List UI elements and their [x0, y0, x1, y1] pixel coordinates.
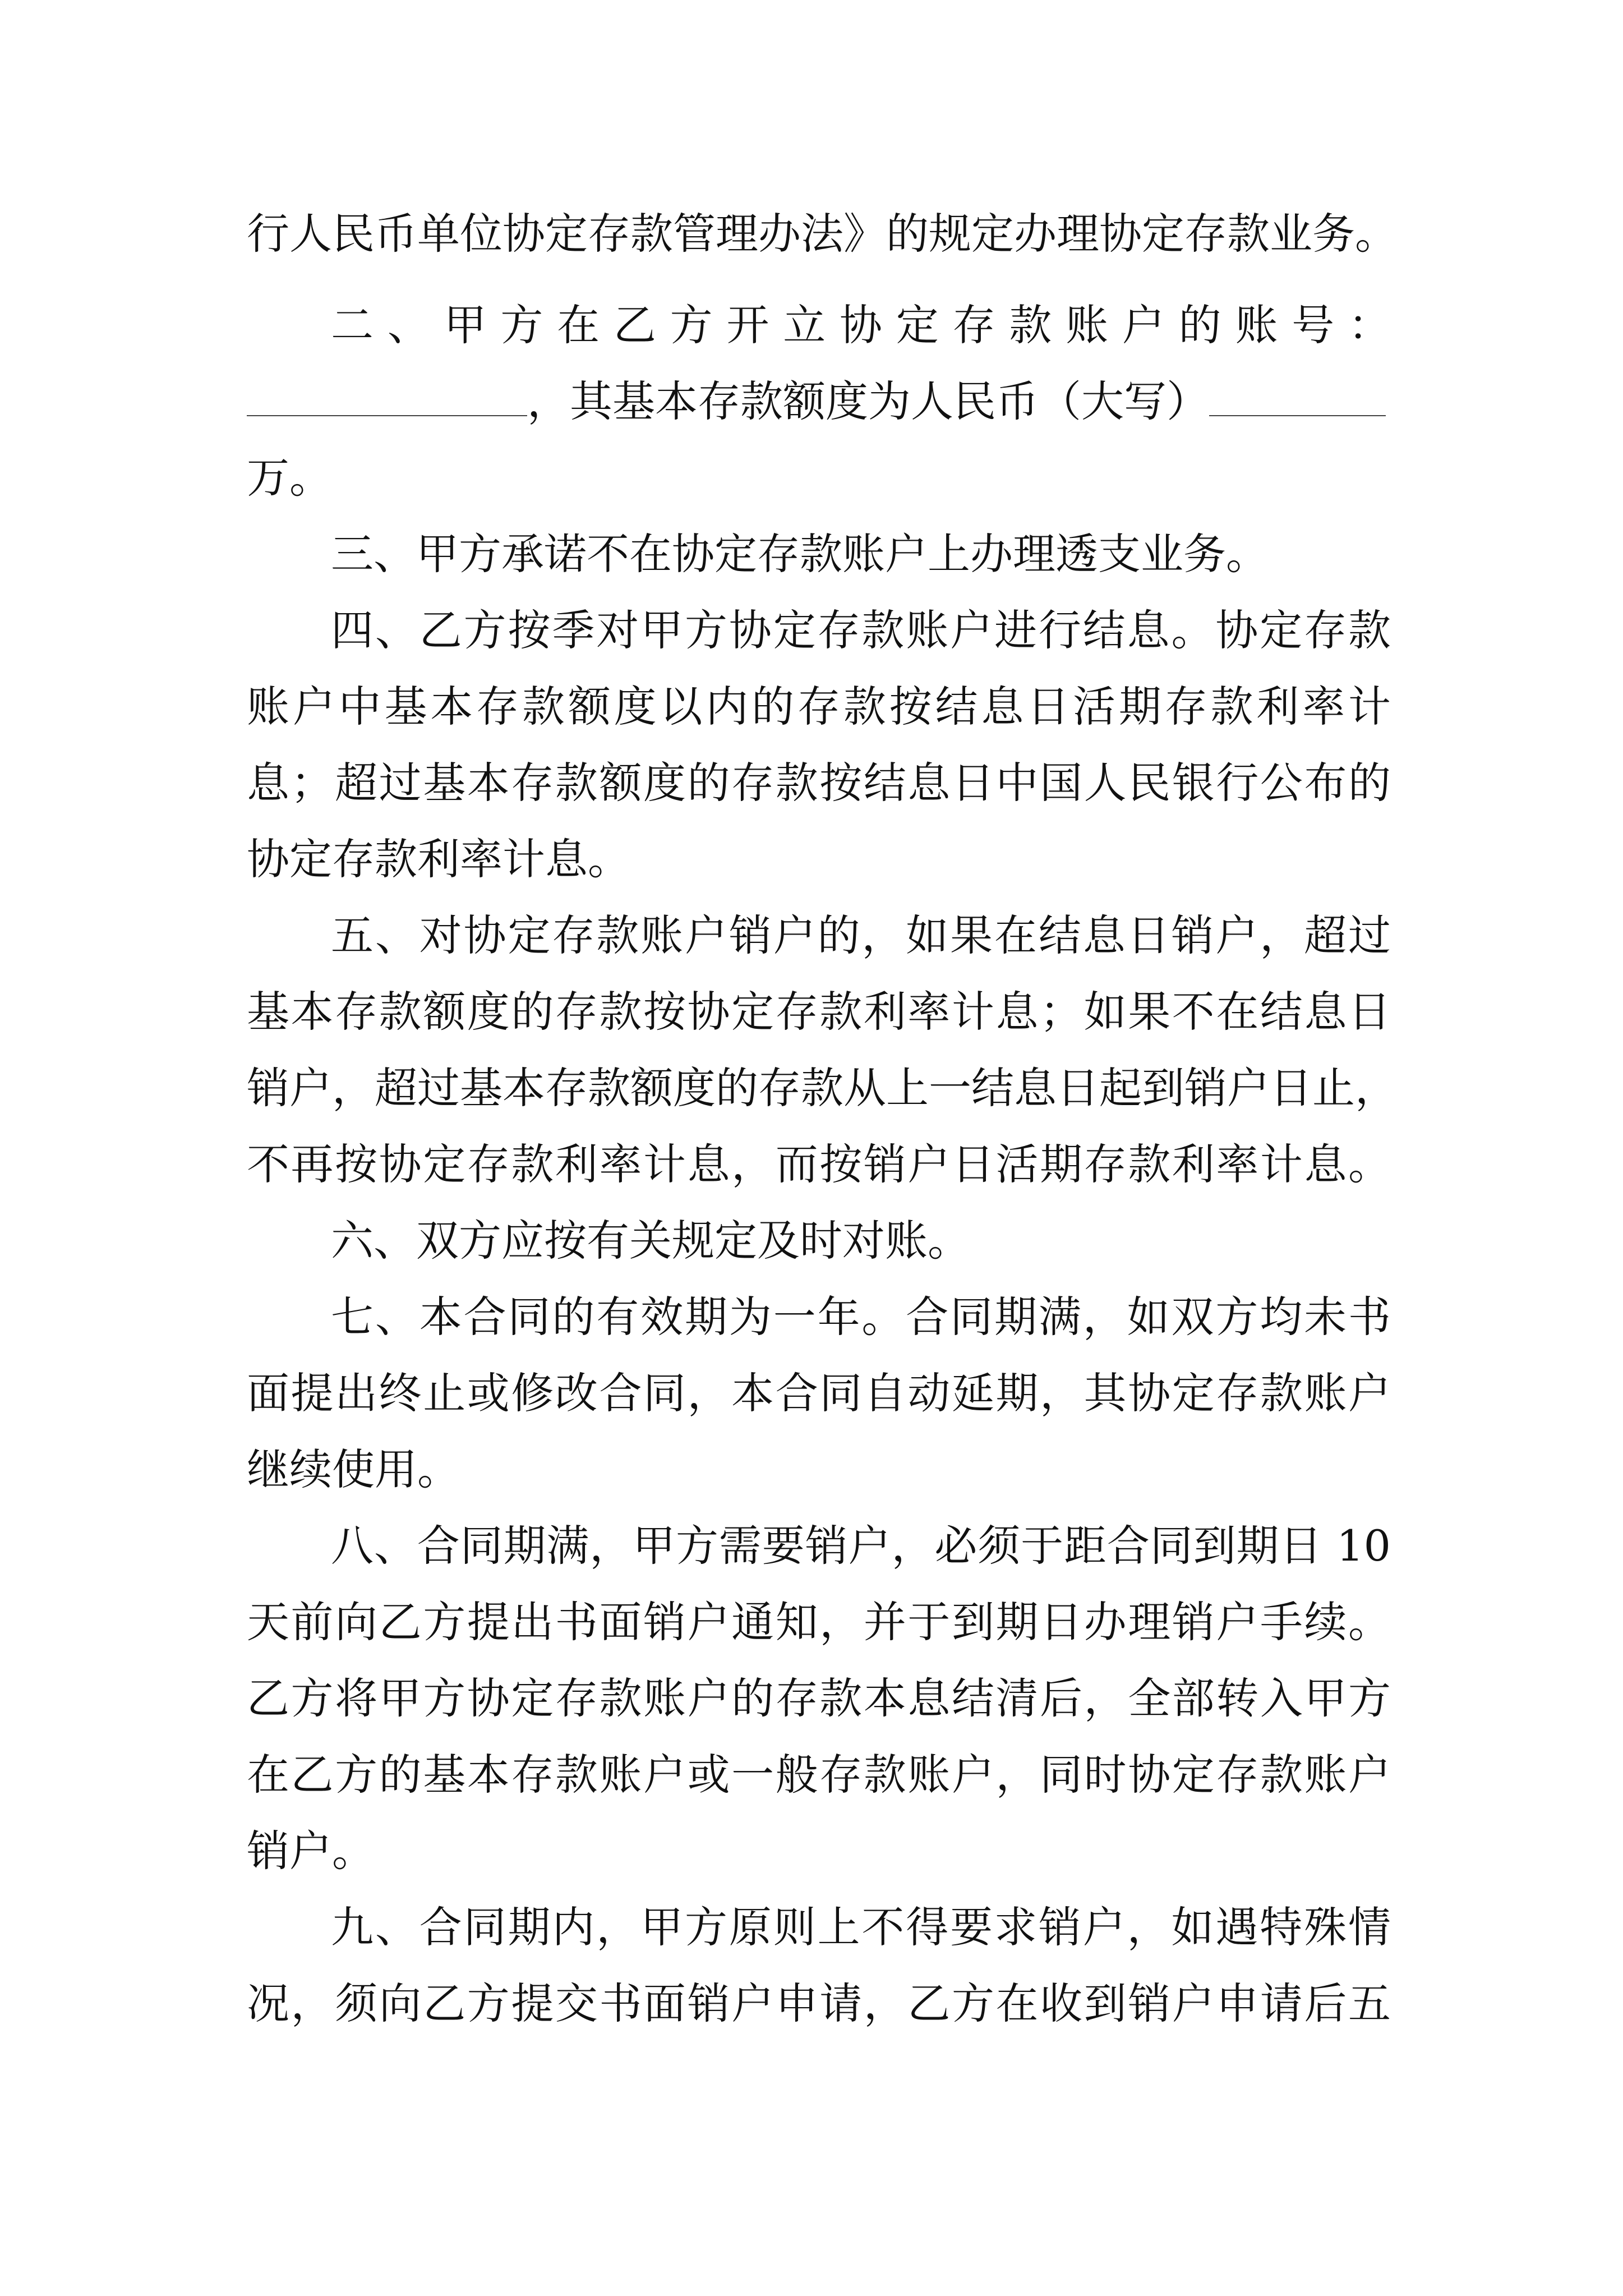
account-number-blank	[247, 374, 527, 416]
account-number-line	[247, 362, 1391, 441]
line-text: 面提出终止或修改合同，本合同自动延期，其协定存款账户	[247, 1368, 1391, 1418]
text-line	[247, 668, 1391, 746]
clause-4-line-1	[331, 591, 1391, 670]
clause-5-line-1	[331, 896, 1391, 975]
text-line	[247, 439, 1391, 517]
line-text: 息；超过基本存款额度的存款按结息日中国人民银行公布的	[247, 758, 1391, 808]
line-text: 不再按协定存款利率计息，而按销户日活期存款利率计息。	[247, 1139, 1391, 1189]
text-line	[247, 1812, 1391, 1890]
line-text: 天前向乙方提出书面销户通知，并于到期日办理销户手续。	[247, 1597, 1391, 1647]
line-text: 况，须向乙方提交书面销户申请，乙方在收到销户申请后五	[247, 1978, 1391, 2028]
line-text: 三、甲方承诺不在协定存款账户上办理透支业务。	[331, 529, 1269, 579]
text-line	[247, 1430, 1391, 1509]
line-text: 万。	[247, 453, 332, 503]
line-text: 基本存款额度的存款按协定存款利率计息；如果不在结息日	[247, 987, 1391, 1037]
text-line	[247, 1736, 1391, 1814]
clause-8-line-1	[331, 1507, 1391, 1585]
text-line	[247, 195, 1398, 273]
line-text: 协定存款利率计息。	[247, 834, 630, 884]
line-text: 二、甲方在乙方开立协定存款账户的账号：	[331, 300, 1391, 350]
text-line	[247, 744, 1391, 822]
line-text: 六、双方应按有关规定及时对账。	[331, 1216, 970, 1266]
text-line	[247, 1125, 1391, 1204]
line-text: 五、对协定存款账户销户的，如果在结息日销户，超过	[331, 910, 1391, 960]
clause-7-line-1	[331, 1278, 1391, 1356]
line-text: ，其基本存款额度为人民币（大写）	[527, 376, 1209, 426]
line-text: 四、乙方按季对甲方协定存款账户进行结息。协定存款	[331, 605, 1391, 655]
line-text: 乙方将甲方协定存款账户的存款本息结清后，全部转入甲方	[247, 1673, 1391, 1723]
line-text: 七、本合同的有效期为一年。合同期满，如双方均未书	[331, 1292, 1391, 1342]
line-text: 账户中基本存款额度以内的存款按结息日活期存款利率计	[247, 682, 1391, 731]
clause-3	[331, 515, 1391, 593]
text-line	[247, 1583, 1391, 1662]
text-line	[247, 820, 1391, 899]
line-text: 行人民币单位协定存款管理办法》的规定办理协定存款业务。	[247, 209, 1398, 259]
line-text: 继续使用。	[247, 1444, 460, 1494]
line-text: 在乙方的基本存款账户或一般存款账户，同时协定存款账户	[247, 1750, 1391, 1800]
clause-9-line-1	[331, 1888, 1391, 1967]
text-line	[247, 1354, 1391, 1433]
line-text: 八、合同期满，甲方需要销户，必须于距合同到期日 10	[331, 1521, 1391, 1571]
line-text: 销户，超过基本存款额度的存款从上一结息日起到销户日止，	[247, 1063, 1398, 1113]
clause-6	[331, 1202, 1391, 1280]
clause-2-heading	[331, 286, 1391, 365]
line-text: 销户。	[247, 1826, 375, 1876]
text-line	[247, 1659, 1391, 1738]
text-line	[247, 1049, 1398, 1128]
text-line	[247, 1964, 1391, 2043]
text-line	[247, 973, 1391, 1051]
line-text: 九、合同期内，甲方原则上不得要求销户，如遇特殊情	[331, 1902, 1391, 1952]
amount-blank	[1209, 374, 1386, 416]
